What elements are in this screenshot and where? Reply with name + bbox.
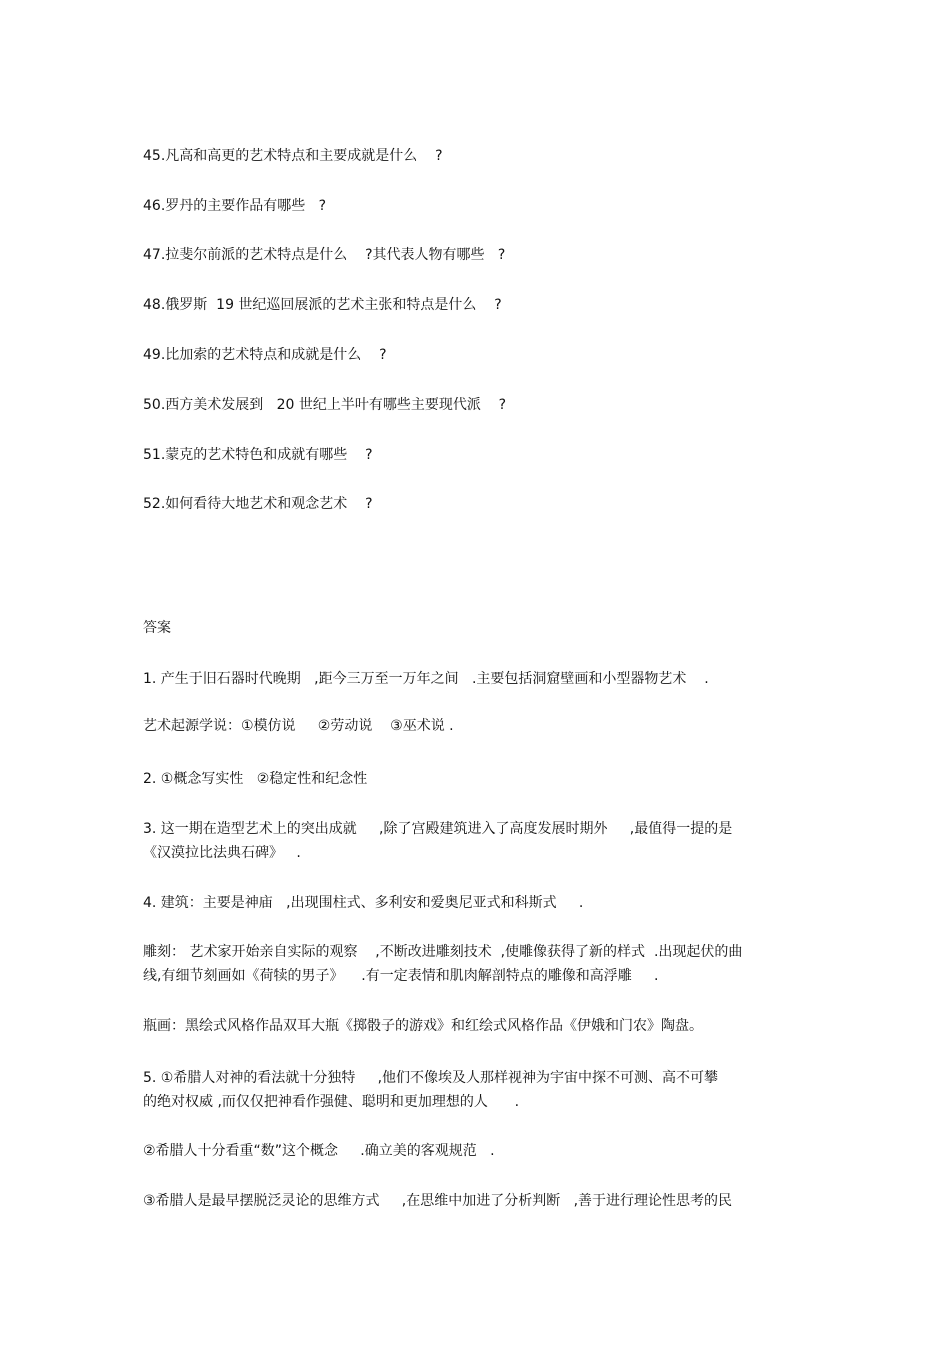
question-49: 49.比加索的艺术特点和成就是什么 ? [143, 347, 387, 363]
question-52: 52.如何看待大地艺术和观念艺术 ? [143, 496, 373, 512]
question-46: 46.罗丹的主要作品有哪些 ? [143, 198, 327, 214]
answer-5-line-2: 的绝对权威 ,而仅仅把神看作强健、聪明和更加理想的人 . [143, 1094, 520, 1110]
answer-5-point-3: ③希腊人是最早摆脱泛灵论的思维方式 ,在思维中加进了分析判断 ,善于进行理论性思考的民 [143, 1193, 733, 1209]
answer-5-line-1: 5. ①希腊人对神的看法就十分独特 ,他们不像埃及人那样视神为宇宙中探不可测、高不可攀 [143, 1070, 719, 1086]
question-51: 51.蒙克的艺术特色和成就有哪些 ? [143, 447, 373, 463]
answer-1-theories: 艺术起源学说：①模仿说 ②劳动说 ③巫术说 . [143, 718, 454, 734]
answer-5-point-2: ②希腊人十分看重“数”这个概念 .确立美的客观规范 . [143, 1143, 495, 1159]
answer-3-line-1: 3. 这一期在造型艺术上的突出成就 ,除了宫殿建筑进入了高度发展时期外 ,最值得一提的是 [143, 821, 733, 837]
answer-1: 1. 产生于旧石器时代晚期 ,距今三万至一万年之间 .主要包括洞窟壁画和小型器物艺术 . [143, 671, 709, 687]
answer-4-sculpture-line-1: 雕刻： 艺术家开始亲自实际的观察 ,不断改进雕刻技术 ,使雕像获得了新的样式 .出现起伏的曲 [143, 944, 743, 960]
answer-4-sculpture-line-2: 线,有细节刻画如《荷犊的男子》 .有一定表情和肌肉解剖特点的雕像和高浮雕 . [143, 968, 659, 984]
answer-2: 2. ①概念写实性 ②稳定性和纪念性 [143, 771, 368, 787]
question-47: 47.拉斐尔前派的艺术特点是什么 ?其代表人物有哪些 ? [143, 247, 506, 263]
answer-3-line-2: 《汉漠拉比法典石碑》 . [143, 845, 301, 861]
answer-4-architecture: 4. 建筑：主要是神庙 ,出现围柱式、多利安和爱奥尼亚式和科斯式 . [143, 895, 584, 911]
question-50: 50.西方美术发展到 20 世纪上半叶有哪些主要现代派 ? [143, 397, 507, 413]
question-45: 45.凡高和高更的艺术特点和主要成就是什么 ? [143, 148, 443, 164]
answer-4-vase-painting: 瓶画：黑绘式风格作品双耳大瓶《掷骰子的游戏》和红绘式风格作品《伊娥和门农》陶盘。 [143, 1018, 703, 1034]
question-48: 48.俄罗斯 19 世纪巡回展派的艺术主张和特点是什么 ? [143, 297, 502, 313]
answers-heading: 答案 [143, 620, 171, 636]
